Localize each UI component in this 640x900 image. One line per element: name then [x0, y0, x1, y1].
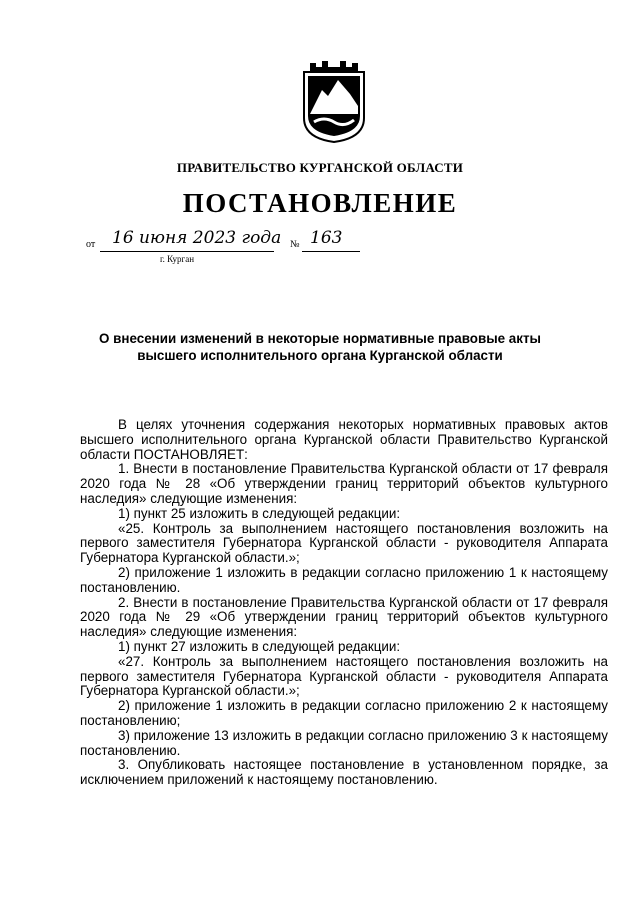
item-2-1-text: «27. Контроль за выполнением настоящего постановления возложить на первого заместителя Губернатора Курганской области - руководителя Аппарата Губернатора Курганской области.»;: [80, 653, 608, 699]
number-handwritten: 163: [310, 228, 343, 248]
item-2-3: 3) приложение 13 изложить в редакции согласно приложению 3 к настоящему постановлению.: [80, 727, 608, 758]
item-2-1: 1) пункт 27 изложить в следующей редакции:: [118, 638, 401, 654]
document-body: [80, 418, 608, 788]
item-3: 3. Опубликовать настоящее постановление в установленном порядке, за исключением приложений к настоящему постановлению.: [80, 757, 608, 788]
preamble: В целях уточнения содержания некоторых нормативных правовых актов высшего исполнительного органа Курганской области Правительство Курганской области ПОСТАНОВЛЯЕТ:: [80, 417, 608, 462]
item-2-2: 2) приложение 1 изложить в редакции согласно приложению 2 к настоящему постановлению;: [80, 698, 608, 728]
document-title: [80, 330, 560, 364]
government-name: ПРАВИТЕЛЬСТВО КУРГАНСКОЙ ОБЛАСТИ: [176, 160, 464, 175]
item-1: 1. Внести в постановление Правительства Курганской области от 17 февраля 2020 года № 28 «Об утверждении границ территорий объектов культурного наследия» следующие изменения:: [80, 461, 608, 506]
title-line-2: высшего исполнительного органа Курганской области: [137, 348, 503, 363]
number-label: №: [290, 239, 300, 250]
number-underline: [302, 251, 360, 252]
document-type: ПОСТАНОВЛЕНИЕ: [182, 188, 458, 218]
item-2: 2. Внести в постановление Правительства Курганской области от 17 февраля 2020 года № 29 «Об утверждении границ территорий объектов культурного наследия» следующие изменения:: [80, 594, 608, 640]
item-1-1-text: «25. Контроль за выполнением настоящего постановления возложить на первого заместителя Губернатора Курганской области - руководителя Аппарата Губернатора Курганской области.»;: [80, 520, 608, 566]
date-handwritten: 16 июня 2023 года: [112, 228, 282, 248]
dateline: [86, 230, 386, 270]
item-1-2: 2) приложение 1 изложить в редакции согласно приложению 1 к настоящему постановлению.: [80, 564, 608, 595]
city-label: г. Курган: [160, 254, 195, 264]
item-1-1: 1) пункт 25 изложить в следующей редакции:: [118, 505, 401, 521]
coat-of-arms-icon: [300, 58, 368, 144]
date-underline: [100, 251, 274, 252]
from-label: от: [86, 239, 96, 250]
title-line-1: О внесении изменений в некоторые нормативные правовые акты: [99, 331, 541, 346]
